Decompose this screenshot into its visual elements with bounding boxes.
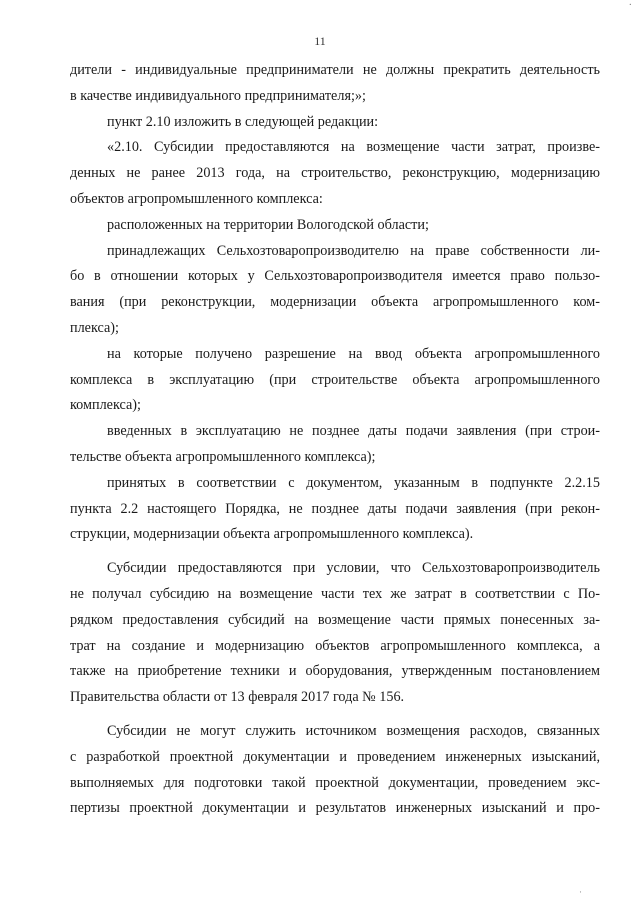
text-line: в качестве индивидуального предпринимателя;»; [70, 87, 366, 104]
bottom-mark: · [579, 887, 582, 897]
text-line: трат на создание и модернизацию объектов агропромышленного комплекса, а [70, 637, 600, 654]
document-body [70, 58, 600, 822]
text-line: расположенных на территории Вологодской области; [107, 216, 429, 233]
page-number: 11 [314, 34, 326, 48]
text-line: плекса); [70, 319, 119, 336]
text-line: выполняемых для подготовки такой проектной документации, проведением экс- [70, 774, 600, 791]
text-line: объектов агропромышленного комплекса: [70, 190, 323, 207]
text-line: пункта 2.2 настоящего Порядка, не позднее даты подачи заявления (при рекон- [70, 500, 600, 517]
text-line: струкции, модернизации объекта агропромышленного комплекса). [70, 526, 474, 543]
text-line: дители - индивидуальные предприниматели не должны прекратить деятельность [70, 62, 600, 78]
text-line: не получал субсидию на возмещение части тех же затрат в соответствии с По- [70, 585, 600, 602]
text-line: денных не ранее 2013 года, на строительство, реконструкцию, модернизацию [70, 165, 600, 182]
text-line: бо в отношении которых у Сельхозтоваропроизводителя имеется право пользо- [70, 268, 600, 285]
text-line: комплекса в эксплуатацию (при строительстве объекта агропромышленного [70, 371, 600, 388]
corner-mark: · [628, 0, 632, 11]
text-line: введенных в эксплуатацию не позднее даты подачи заявления (при строи- [107, 423, 600, 440]
text-line: принятых в соответствии с документом, указанным в подпункте 2.2.15 [107, 474, 600, 491]
paragraph-gap [70, 711, 600, 719]
text-line: также на приобретение техники и оборудования, утвержденным постановлением [70, 663, 600, 680]
text-line: рядком предоставления субсидий на возмещение части прямых понесенных за- [70, 611, 600, 628]
text-line: принадлежащих Сельхозтоваропроизводителю на праве собственности ли- [107, 242, 600, 259]
text-line: Субсидии не могут служить источником возмещения расходов, связанных [107, 722, 600, 739]
text-line: с разработкой проектной документации и проведением инженерных изысканий, [70, 748, 600, 765]
text-line: Субсидии предоставляются при условии, что Сельхозтоваропроизводитель [107, 560, 600, 577]
text-line: пертизы проектной документации и результатов инженерных изысканий и про- [70, 800, 600, 817]
text-line: Правительства области от 13 февраля 2017 года № 156. [70, 689, 405, 706]
text-line: комплекса); [70, 397, 141, 414]
text-line: «2.10. Субсидии предоставляются на возмещение части затрат, произве- [107, 139, 600, 156]
text-line: вания (при реконструкции, модернизации объекта агропромышленного ком- [70, 294, 600, 311]
text-line: тельстве объекта агропромышленного комплекса); [70, 448, 376, 465]
paragraph-gap [70, 548, 600, 556]
text-line: на которые получено разрешение на ввод объекта агропромышленного [107, 345, 600, 362]
text-line: пункт 2.10 изложить в следующей редакции: [107, 113, 379, 130]
